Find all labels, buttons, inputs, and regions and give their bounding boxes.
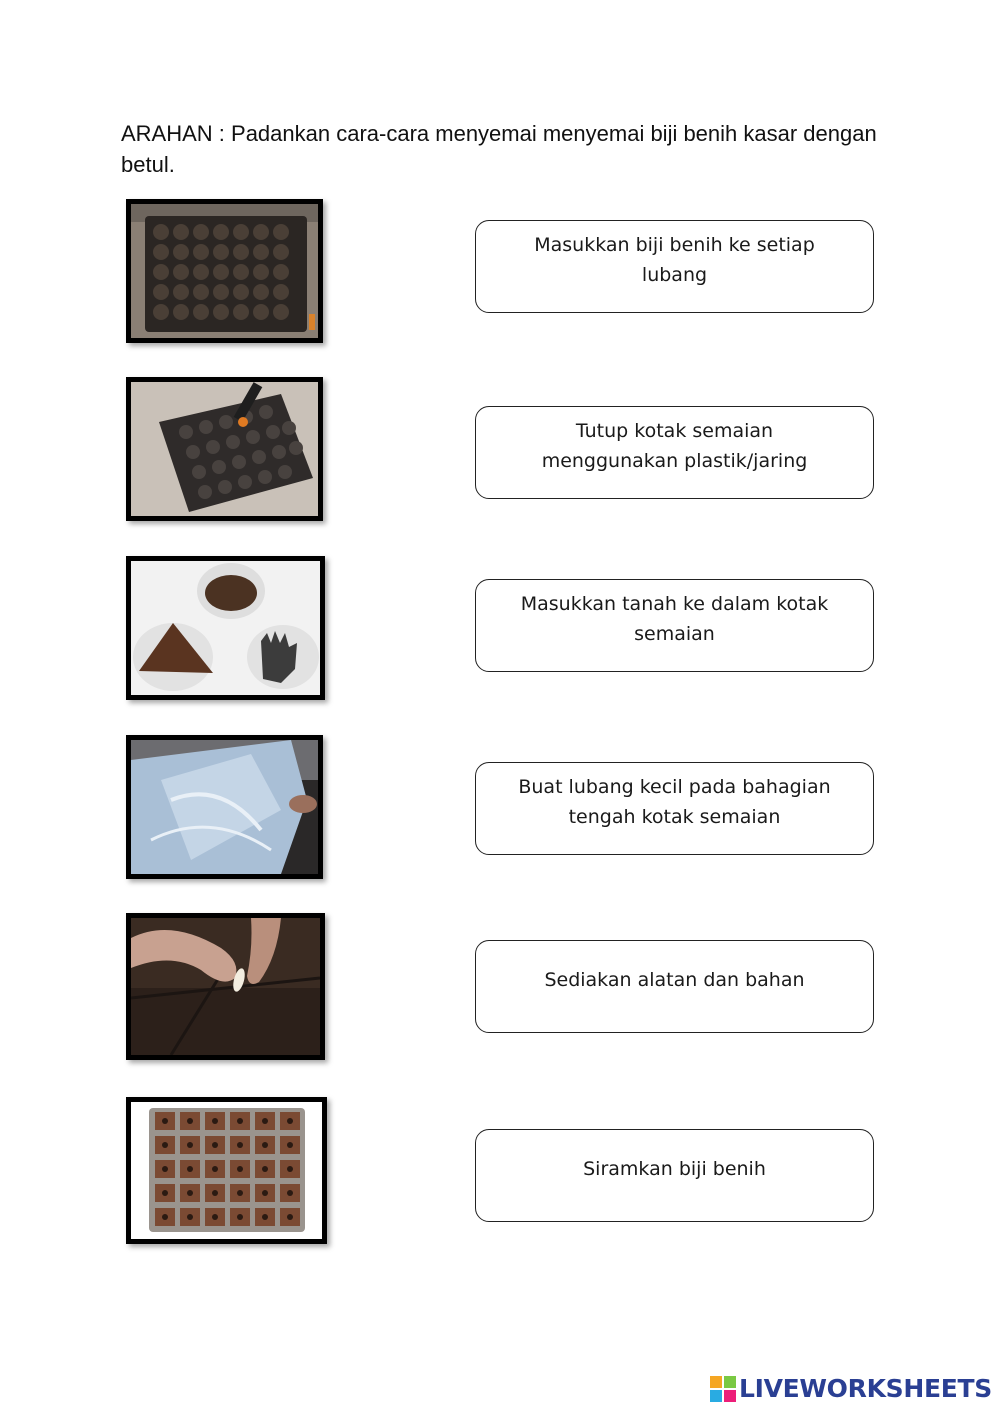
answer-box-1[interactable]: [475, 220, 874, 313]
photo-plastic-cover: [126, 735, 323, 879]
seed-tray-soil-image: [131, 204, 318, 338]
answer-box-6[interactable]: [475, 1129, 874, 1222]
answer-text: Tutup kotak semaian menggunakan plastik/jaring: [541, 419, 808, 472]
answer-text: Masukkan tanah ke dalam kotak semaian: [520, 592, 829, 645]
watering-tray-image: [131, 382, 318, 516]
answer-text: Masukkan biji benih ke setiap lubang: [534, 233, 815, 286]
tray-holes-image: [131, 1102, 322, 1239]
answer-box-4[interactable]: [475, 762, 874, 855]
tools-materials-image: [131, 561, 320, 695]
brand-name: LIVEWORKSHEETS: [738, 1374, 992, 1403]
answer-box-5[interactable]: [475, 940, 874, 1033]
planting-seed-image: [131, 918, 320, 1055]
liveworksheets-logo-icon: [710, 1376, 736, 1402]
photo-watering-tray: [126, 377, 323, 521]
answer-text: Sediakan alatan dan bahan: [544, 968, 805, 991]
photo-tray-holes: [126, 1097, 327, 1244]
photo-planting-seed: [126, 913, 325, 1060]
instruction-text: ARAHAN : Padankan cara-cara menyemai menyemai biji benih kasar dengan betul.: [121, 121, 877, 177]
answer-text: Buat lubang kecil pada bahagian tengah kotak semaian: [518, 775, 831, 828]
answer-box-2[interactable]: [475, 406, 874, 499]
answer-text: Siramkan biji benih: [583, 1157, 766, 1180]
photo-tools-materials: [126, 556, 325, 700]
brand-footer: [710, 1374, 992, 1403]
photo-seed-tray-soil: [126, 199, 323, 343]
answer-box-3[interactable]: [475, 579, 874, 672]
plastic-cover-image: [131, 740, 318, 874]
